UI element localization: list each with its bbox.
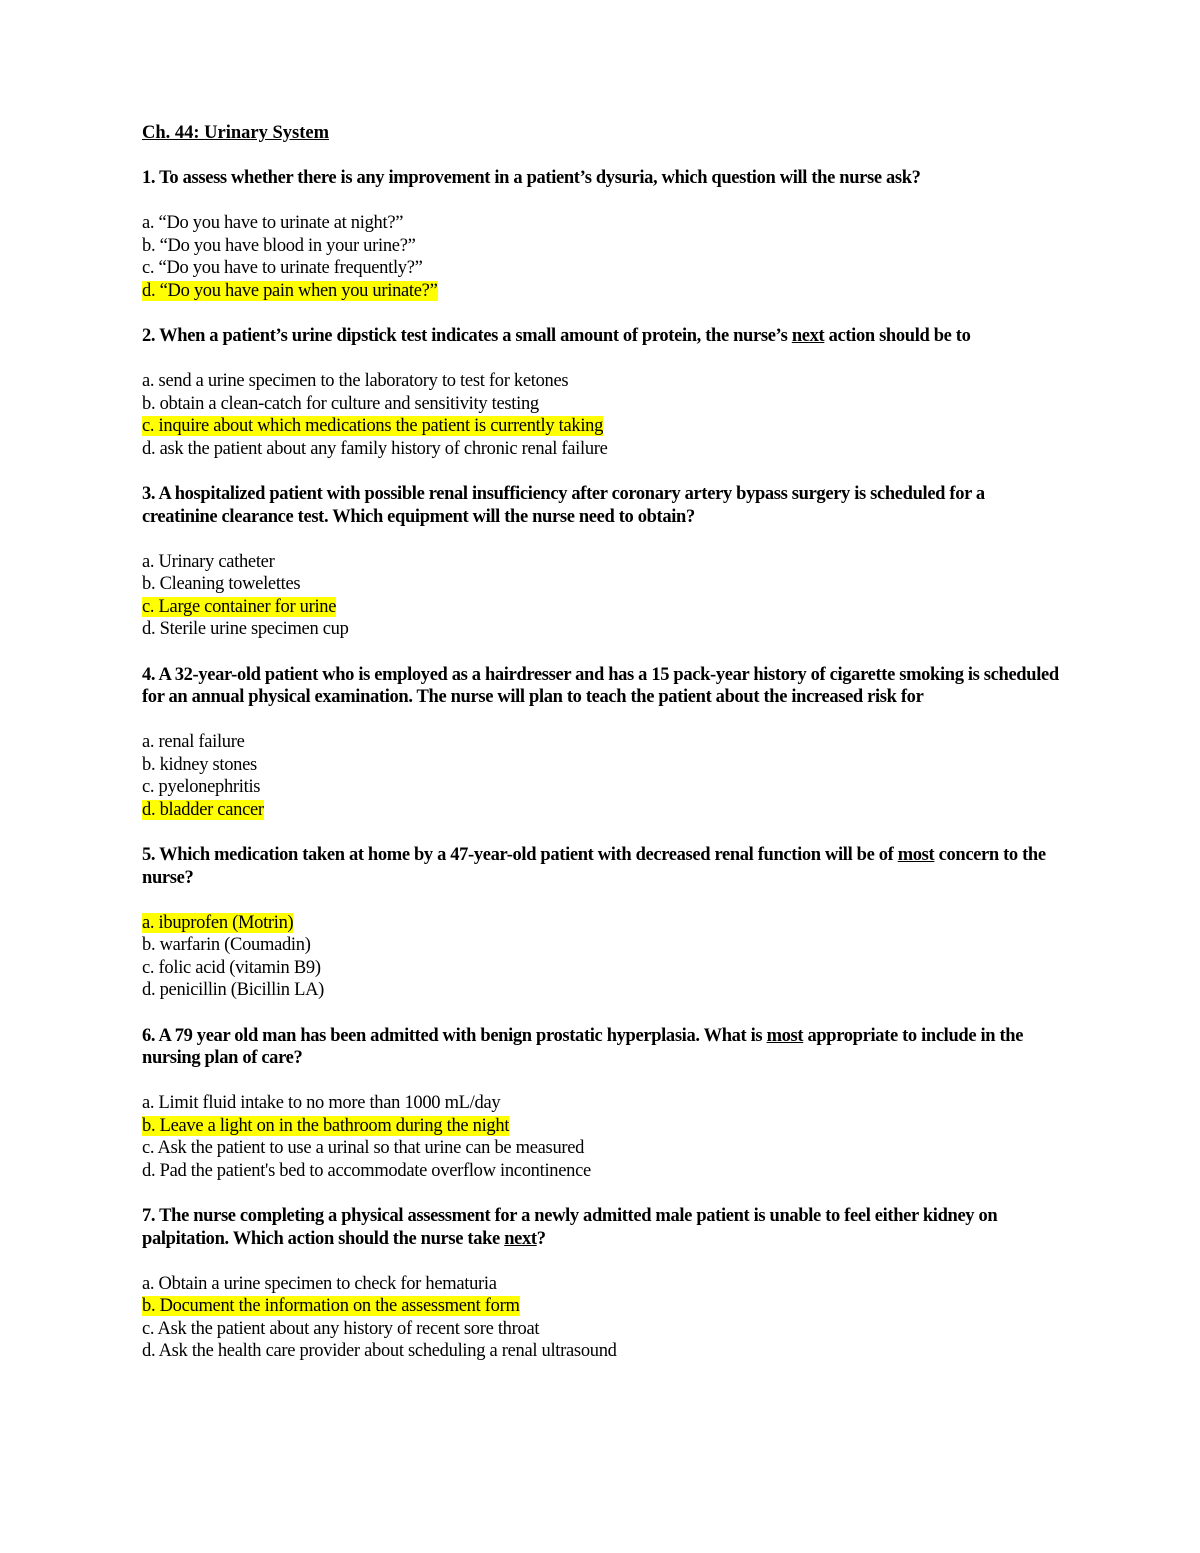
answer-text: c. Large container for urine	[142, 596, 337, 617]
question-stem	[142, 167, 1062, 190]
question-4	[142, 664, 1062, 822]
answer-text: b. Document the information on the assessment form	[142, 1296, 520, 1316]
question-stem	[142, 325, 1062, 348]
document-title: Ch. 44: Urinary System	[142, 123, 330, 143]
answer-option	[142, 551, 1062, 574]
answer-text: b. obtain a clean-catch for culture and sensitivity testing	[142, 393, 539, 414]
question-number: 7.	[142, 1206, 156, 1226]
answer-option	[142, 212, 1062, 235]
answer-text: c. Ask the patient to use a urinal so that urine can be measured	[142, 1138, 585, 1158]
answer-text: c. “Do you have to urinate frequently?”	[142, 258, 423, 278]
answer-options	[142, 1273, 1062, 1363]
answer-option	[142, 393, 1062, 416]
answer-option-correct	[142, 1115, 1062, 1138]
answer-option	[142, 1273, 1062, 1296]
answer-option	[142, 1160, 1062, 1183]
question-3	[142, 483, 1062, 641]
question-5	[142, 844, 1062, 1002]
answer-option	[142, 754, 1062, 777]
answer-text: d. bladder cancer	[142, 799, 264, 820]
answer-text: a. send a urine specimen to the laboratory to test for ketones	[142, 371, 569, 391]
answer-options	[142, 1092, 1062, 1182]
answer-option	[142, 573, 1062, 596]
answer-option-correct	[142, 280, 1062, 303]
answer-options	[142, 212, 1062, 302]
emphasis-word: most	[766, 1025, 804, 1046]
question-stem	[142, 483, 1062, 528]
stem-text: ?	[536, 1228, 546, 1249]
stem-text: The nurse completing a physical assessment for a newly admitted male patient is unable to feel either kidney on palpitation. Which action should the nurse take	[142, 1206, 998, 1249]
answer-option	[142, 1318, 1062, 1341]
answer-option	[142, 979, 1062, 1002]
answer-options	[142, 912, 1062, 1002]
answer-options	[142, 731, 1062, 821]
answer-text: b. kidney stones	[142, 754, 257, 775]
answer-text: b. Leave a light on in the bathroom during the night	[142, 1115, 510, 1136]
stem-text: A 79 year old man has been admitted with benign prostatic hyperplasia. What is	[158, 1025, 767, 1046]
answer-text: d. Sterile urine specimen cup	[142, 619, 349, 639]
answer-option	[142, 257, 1062, 280]
answer-option-correct	[142, 1295, 1062, 1318]
answer-option	[142, 235, 1062, 258]
answer-option	[142, 370, 1062, 393]
question-number: 5.	[142, 845, 156, 865]
question-stem	[142, 844, 1062, 889]
question-7	[142, 1205, 1062, 1363]
emphasis-word: next	[791, 326, 825, 346]
question-number: 3.	[142, 484, 156, 504]
question-1	[142, 167, 1062, 302]
question-stem	[142, 1025, 1062, 1070]
answer-text: d. Pad the patient's bed to accommodate overflow incontinence	[142, 1160, 591, 1181]
answer-text: a. Obtain a urine specimen to check for hematuria	[142, 1273, 497, 1294]
answer-text: c. pyelonephritis	[142, 777, 261, 797]
question-2	[142, 325, 1062, 460]
answer-option-correct	[142, 912, 1062, 935]
emphasis-word: most	[897, 845, 935, 865]
answer-text: b. “Do you have blood in your urine?”	[142, 235, 416, 256]
stem-text: concern to the nurse?	[142, 845, 1046, 888]
answer-text: a. Limit fluid intake to no more than 1000 mL/day	[142, 1093, 501, 1113]
question-number: 1.	[142, 168, 156, 188]
answer-text: d. penicillin (Bicillin LA)	[142, 980, 325, 1000]
answer-text: d. ask the patient about any family history of chronic renal failure	[142, 438, 608, 459]
question-stem	[142, 1205, 1062, 1250]
answer-option-correct	[142, 596, 1062, 619]
stem-text: Which medication taken at home by a 47-year-old patient with decreased renal function will be of	[159, 845, 898, 865]
document-page	[142, 122, 1062, 1386]
answer-text: d. Ask the health care provider about scheduling a renal ultrasound	[142, 1341, 617, 1361]
answer-text: a. renal failure	[142, 732, 245, 752]
answer-text: d. “Do you have pain when you urinate?”	[142, 280, 438, 301]
answer-text: c. inquire about which medications the patient is currently taking	[142, 416, 604, 436]
answer-text: b. warfarin (Coumadin)	[142, 935, 311, 955]
answer-option	[142, 1137, 1062, 1160]
stem-text: action should be to	[824, 326, 971, 346]
answer-option	[142, 776, 1062, 799]
stem-text: appropriate to include in the nursing plan of care?	[142, 1025, 1024, 1068]
answer-option-correct	[142, 799, 1062, 822]
answer-text: a. “Do you have to urinate at night?”	[142, 213, 404, 233]
answer-option	[142, 438, 1062, 461]
question-number: 4.	[142, 664, 156, 685]
answer-option	[142, 1340, 1062, 1363]
answer-option	[142, 731, 1062, 754]
answer-option	[142, 934, 1062, 957]
stem-text: To assess whether there is any improvement in a patient’s dysuria, which question will the nurse ask?	[159, 168, 921, 188]
question-list	[142, 167, 1062, 1363]
answer-text: c. Ask the patient about any history of recent sore throat	[142, 1318, 540, 1339]
answer-option-correct	[142, 415, 1062, 438]
answer-text: b. Cleaning towelettes	[142, 574, 301, 594]
stem-text: A hospitalized patient with possible renal insufficiency after coronary artery bypass surgery is scheduled for a creatinine clearance test. Which equipment will the nurse need to obtain?	[142, 484, 985, 527]
question-stem	[142, 664, 1062, 709]
emphasis-word: next	[504, 1228, 537, 1249]
stem-text: When a patient’s urine dipstick test indicates a small amount of protein, the nurse’s	[159, 326, 792, 346]
answer-option	[142, 1092, 1062, 1115]
answer-text: c. folic acid (vitamin B9)	[142, 957, 321, 978]
answer-options	[142, 370, 1062, 460]
question-number: 2.	[142, 326, 156, 346]
question-number: 6.	[142, 1025, 156, 1046]
question-6	[142, 1025, 1062, 1183]
stem-text: A 32-year-old patient who is employed as a hairdresser and has a 15 pack-year history of cigarette smoking is scheduled for an annual physical examination. The nurse will plan to teach the patient about the increased risk for	[142, 664, 1059, 707]
answer-text: a. ibuprofen (Motrin)	[142, 912, 294, 933]
answer-text: a. Urinary catheter	[142, 551, 275, 572]
answer-option	[142, 957, 1062, 980]
answer-option	[142, 618, 1062, 641]
answer-options	[142, 551, 1062, 641]
